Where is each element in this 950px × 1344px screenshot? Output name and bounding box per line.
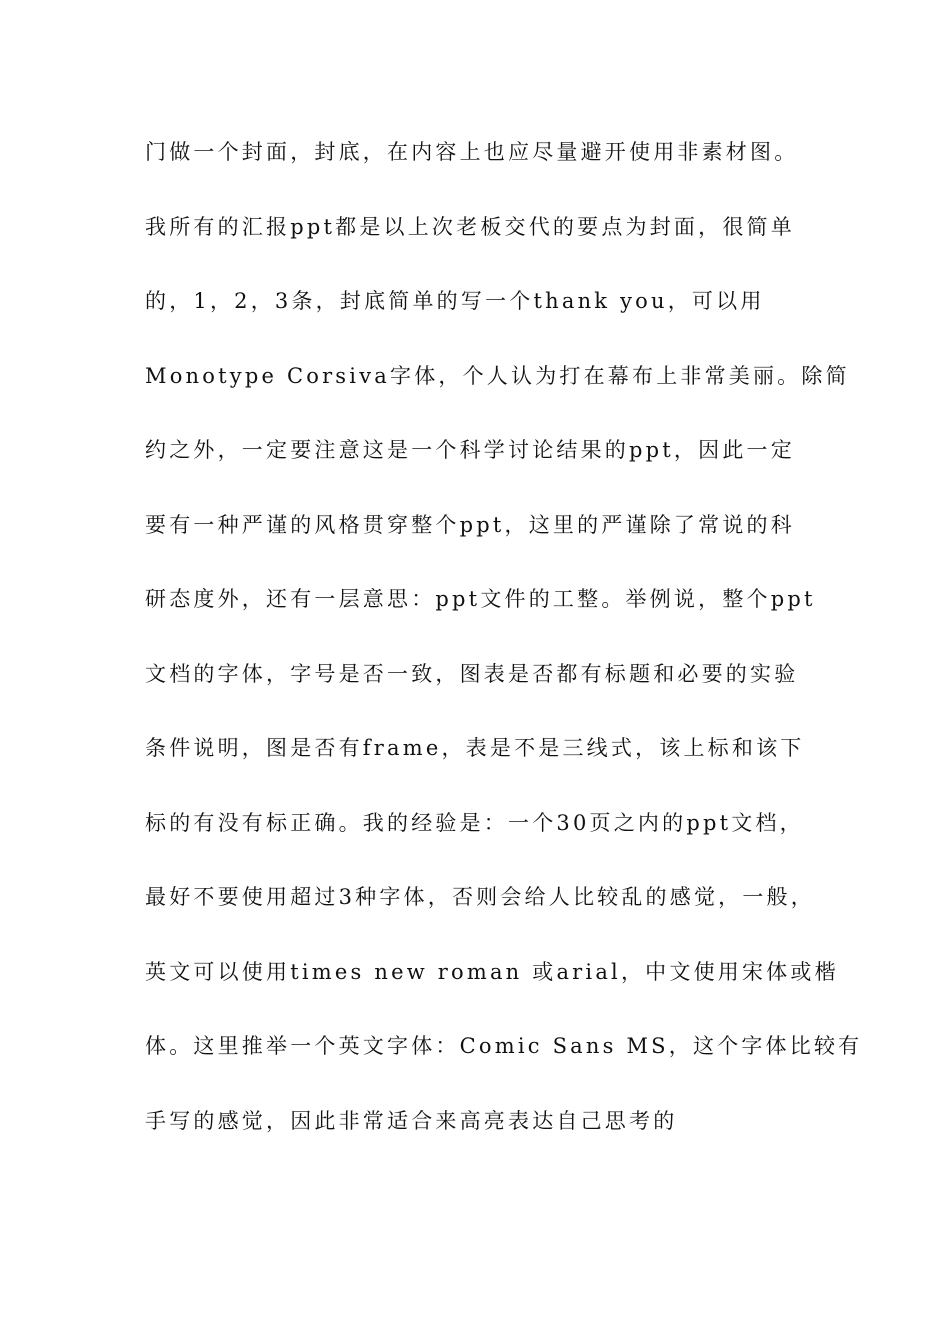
text-line: 体。这里推举一个英文字体：Comic Sans MS，这个字体比较有 xyxy=(145,1034,863,1058)
text-line: 要有一种严谨的风格贯穿整个ppt，这里的严谨除了常说的科 xyxy=(145,512,795,537)
text-line: 最好不要使用超过3种字体，否则会给人比较乱的感觉，一般， xyxy=(145,885,815,909)
text-line: 标的有没有标正确。我的经验是：一个30页之内的ppt文档， xyxy=(145,810,804,835)
text-line: 条件说明，图是否有frame，表是不是三线式，该上标和该下 xyxy=(145,736,805,760)
text-line: Monotype Corsiva字体，个人认为打在幕布上非常美丽。除简 xyxy=(145,363,850,388)
text-line: 文档的字体，字号是否一致，图表是否都有标题和必要的实验 xyxy=(145,661,799,686)
text-line: 门做一个封面，封底，在内容上也应尽量避开使用非素材图。 xyxy=(145,140,799,164)
text-line: 的，1，2，3条，封底简单的写一个thank you，可以用 xyxy=(145,289,765,313)
text-line: 我所有的汇报ppt都是以上次老板交代的要点为封面，很简单 xyxy=(145,214,795,239)
body-text xyxy=(145,132,863,1175)
text-line: 英文可以使用times new roman 或arial，中文使用宋体或楷 xyxy=(145,959,839,984)
text-line: 研态度外，还有一层意思：ppt文件的工整。举例说，整个ppt xyxy=(145,587,816,611)
text-line: 手写的感觉，因此非常适合来高亮表达自己思考的 xyxy=(145,1108,678,1133)
text-line: 约之外，一定要注意这是一个科学讨论结果的ppt，因此一定 xyxy=(145,438,795,462)
